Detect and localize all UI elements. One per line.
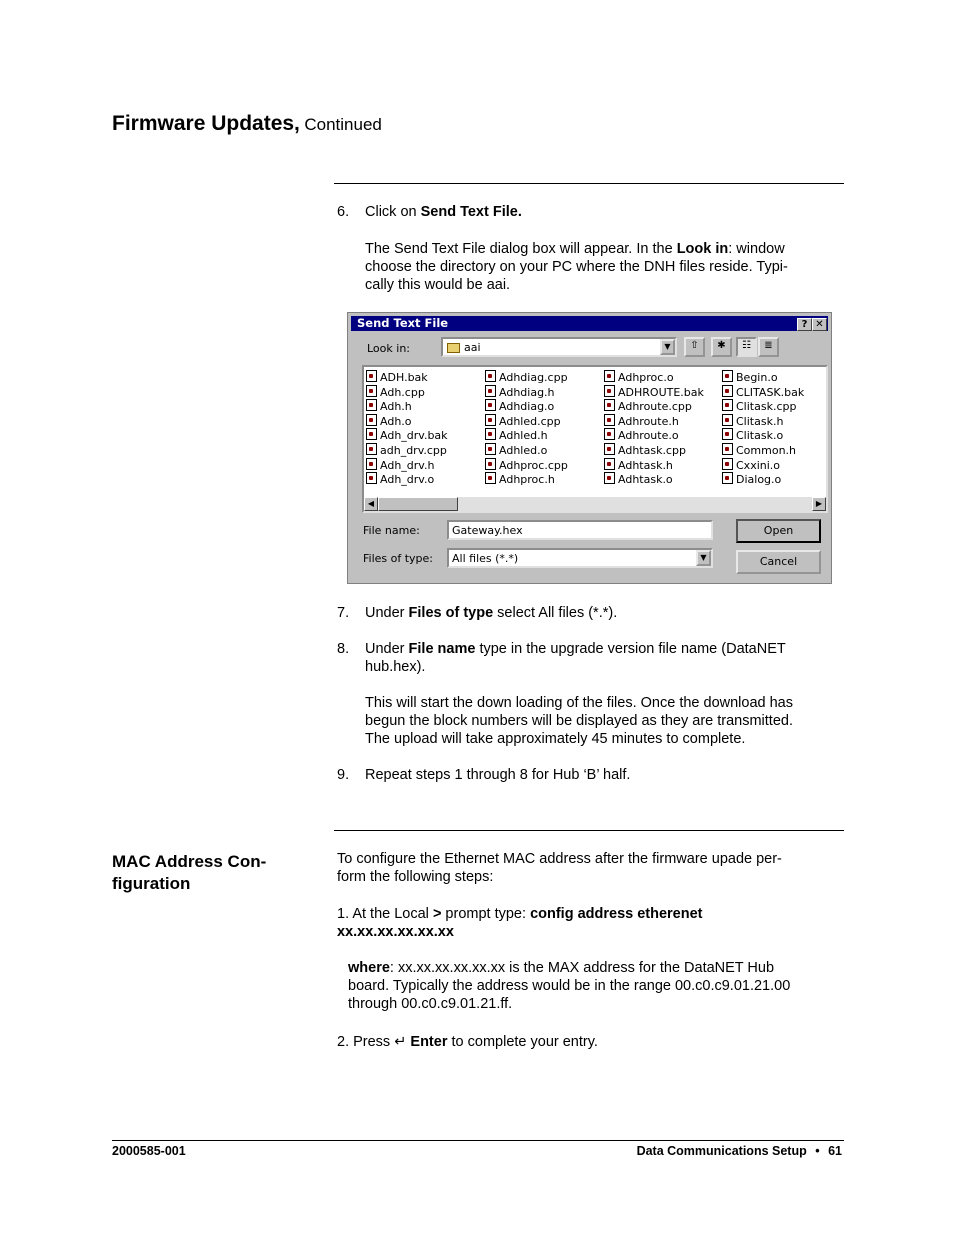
file-icon (722, 458, 733, 470)
file-icon (366, 399, 377, 411)
step-7-number: 7. (337, 605, 350, 621)
heading-continued: Continued (304, 115, 382, 134)
chevron-down-icon[interactable]: ▼ (660, 339, 675, 355)
step-9-text: Repeat steps 1 through 8 for Hub ‘B’ half. (365, 767, 631, 783)
list-item[interactable]: Cxxini.o (722, 458, 804, 473)
chevron-down-icon[interactable]: ▼ (696, 550, 711, 566)
mac-where-note: where: xx.xx.xx.xx.xx.xx is the MAX address for the DataNET Hub board. Typically the address would be in the range 00.c0.c9.01.21.00 through 00.c0.c9.01.21.ff. (348, 960, 791, 1012)
list-item[interactable]: adh_drv.cpp (366, 443, 448, 458)
file-column-4 (722, 370, 804, 487)
scroll-thumb[interactable] (378, 497, 458, 511)
list-item[interactable]: Adhtask.cpp (604, 443, 704, 458)
list-item[interactable]: Adhproc.o (604, 370, 704, 385)
list-item[interactable]: Clitask.o (722, 428, 804, 443)
horizontal-scrollbar[interactable] (364, 497, 826, 511)
list-item[interactable]: Adhled.cpp (485, 414, 568, 429)
file-icon (722, 399, 733, 411)
file-icon (604, 414, 615, 426)
file-name-input[interactable]: Gateway.hex (447, 520, 713, 540)
list-item[interactable]: Adh.h (366, 399, 448, 414)
list-item[interactable]: Adhdiag.h (485, 385, 568, 400)
file-icon (722, 443, 733, 455)
list-item[interactable]: Clitask.cpp (722, 399, 804, 414)
open-button[interactable]: Open (736, 519, 821, 543)
file-icon (722, 385, 733, 397)
heading-title: Firmware Updates, (112, 112, 300, 135)
list-item[interactable]: Adh.cpp (366, 385, 448, 400)
file-icon (604, 385, 615, 397)
file-icon (485, 458, 496, 470)
file-icon (485, 428, 496, 440)
list-view-button[interactable]: ☷ (736, 337, 757, 357)
file-column-3 (604, 370, 704, 487)
file-icon (366, 414, 377, 426)
list-item[interactable]: Adh.o (366, 414, 448, 429)
file-icon (604, 428, 615, 440)
file-type-select[interactable]: All files (*.*) ▼ (447, 548, 713, 568)
file-type-label: Files of type: (363, 552, 434, 565)
step-8-paragraph: This will start the down loading of the files. Once the download has begun the block numbers will be displayed as they are transmitted. The upload will take approximately 45 minutes to complete. (365, 695, 793, 747)
step-8-number: 8. (337, 641, 350, 657)
footer-right (637, 1144, 842, 1158)
file-icon (722, 428, 733, 440)
dialog-titlebar (351, 316, 828, 331)
help-button[interactable]: ? (797, 318, 812, 331)
step-9-number: 9. (337, 767, 350, 783)
folder-icon (447, 343, 460, 353)
file-icon (366, 443, 377, 455)
dialog-title: Send Text File (357, 316, 449, 330)
list-item[interactable]: Adhtask.h (604, 458, 704, 473)
file-icon (604, 472, 615, 484)
close-button[interactable]: ✕ (812, 318, 827, 331)
list-item[interactable]: Adhdiag.cpp (485, 370, 568, 385)
mac-step-1: 1. At the Local > prompt type: config address etherenet xx.xx.xx.xx.xx.xx (337, 906, 703, 940)
file-icon (366, 370, 377, 382)
file-column-2 (485, 370, 568, 487)
list-item[interactable]: Adhdiag.o (485, 399, 568, 414)
step-6-text: Click on Send Text File. (365, 204, 522, 220)
footer-section: Data Communications Setup (636, 1144, 807, 1158)
list-item[interactable]: CLITASK.bak (722, 385, 804, 400)
file-icon (366, 458, 377, 470)
file-name-label: File name: (363, 524, 420, 537)
file-icon (366, 385, 377, 397)
list-item[interactable]: Adhled.o (485, 443, 568, 458)
file-icon (485, 472, 496, 484)
footer-rule (112, 1140, 844, 1141)
step-6 (337, 203, 349, 221)
list-item[interactable]: Adh_drv.o (366, 472, 448, 487)
file-icon (722, 370, 733, 382)
file-icon (485, 370, 496, 382)
file-icon (722, 472, 733, 484)
list-item[interactable]: Dialog.o (722, 472, 804, 487)
look-in-label: Look in: (367, 342, 410, 355)
list-item[interactable]: Adhproc.cpp (485, 458, 568, 473)
list-item[interactable]: Adhroute.cpp (604, 399, 704, 414)
footer-bullet: • (815, 1144, 820, 1158)
new-folder-button[interactable]: ✱ (711, 337, 732, 357)
mac-section-heading: MAC Address Con- figuration (112, 852, 267, 893)
step-number: 6. (337, 204, 350, 220)
section-divider (334, 183, 844, 184)
list-item[interactable]: Adhproc.h (485, 472, 568, 487)
step-8-text: Under File name type in the upgrade version file name (DataNET hub.hex). (365, 641, 786, 675)
file-icon (366, 428, 377, 440)
list-item[interactable]: ADH.bak (366, 370, 448, 385)
look-in-select[interactable]: aai ▼ (441, 337, 677, 357)
page-heading (112, 112, 382, 136)
file-icon (604, 370, 615, 382)
file-icon (722, 414, 733, 426)
mac-step-2: 2. Press ↵ Enter to complete your entry. (337, 1034, 598, 1050)
list-item[interactable]: ADHROUTE.bak (604, 385, 704, 400)
file-icon (485, 443, 496, 455)
list-item[interactable]: Clitask.h (722, 414, 804, 429)
mac-intro: To configure the Ethernet MAC address after the firmware upade per- form the following steps: (337, 851, 782, 885)
scroll-right-icon[interactable]: ▶ (812, 497, 826, 511)
list-item[interactable]: Adhled.h (485, 428, 568, 443)
details-view-button[interactable]: ≣ (758, 337, 779, 357)
file-icon (485, 399, 496, 411)
file-icon (604, 443, 615, 455)
list-item[interactable]: Adh_drv.h (366, 458, 448, 473)
up-folder-button[interactable]: ⇧ (684, 337, 705, 357)
file-icon (485, 385, 496, 397)
footer-doc-number: 2000585-001 (112, 1144, 186, 1158)
scroll-left-icon[interactable]: ◀ (364, 497, 378, 511)
step-6-paragraph: The Send Text File dialog box will appear. In the Look in: window choose the directory on your PC where the DNH files reside. Typi- cally this would be aai. (365, 241, 788, 293)
file-icon (485, 414, 496, 426)
send-text-file-dialog (347, 312, 832, 584)
file-icon (604, 458, 615, 470)
list-item[interactable]: Begin.o (722, 370, 804, 385)
step-7-text: Under Files of type select All files (*.*). (365, 605, 618, 621)
list-item[interactable]: Adhroute.o (604, 428, 704, 443)
list-item[interactable]: Adhroute.h (604, 414, 704, 429)
file-column-1 (366, 370, 448, 487)
file-icon (366, 472, 377, 484)
list-item[interactable]: Common.h (722, 443, 804, 458)
list-item[interactable]: Adhtask.o (604, 472, 704, 487)
file-icon (604, 399, 615, 411)
enter-key-icon: ↵ (394, 1034, 407, 1050)
page-number: 61 (828, 1144, 842, 1158)
file-list[interactable] (362, 365, 828, 513)
cancel-button[interactable]: Cancel (736, 550, 821, 574)
section-divider (334, 830, 844, 831)
list-item[interactable]: Adh_drv.bak (366, 428, 448, 443)
